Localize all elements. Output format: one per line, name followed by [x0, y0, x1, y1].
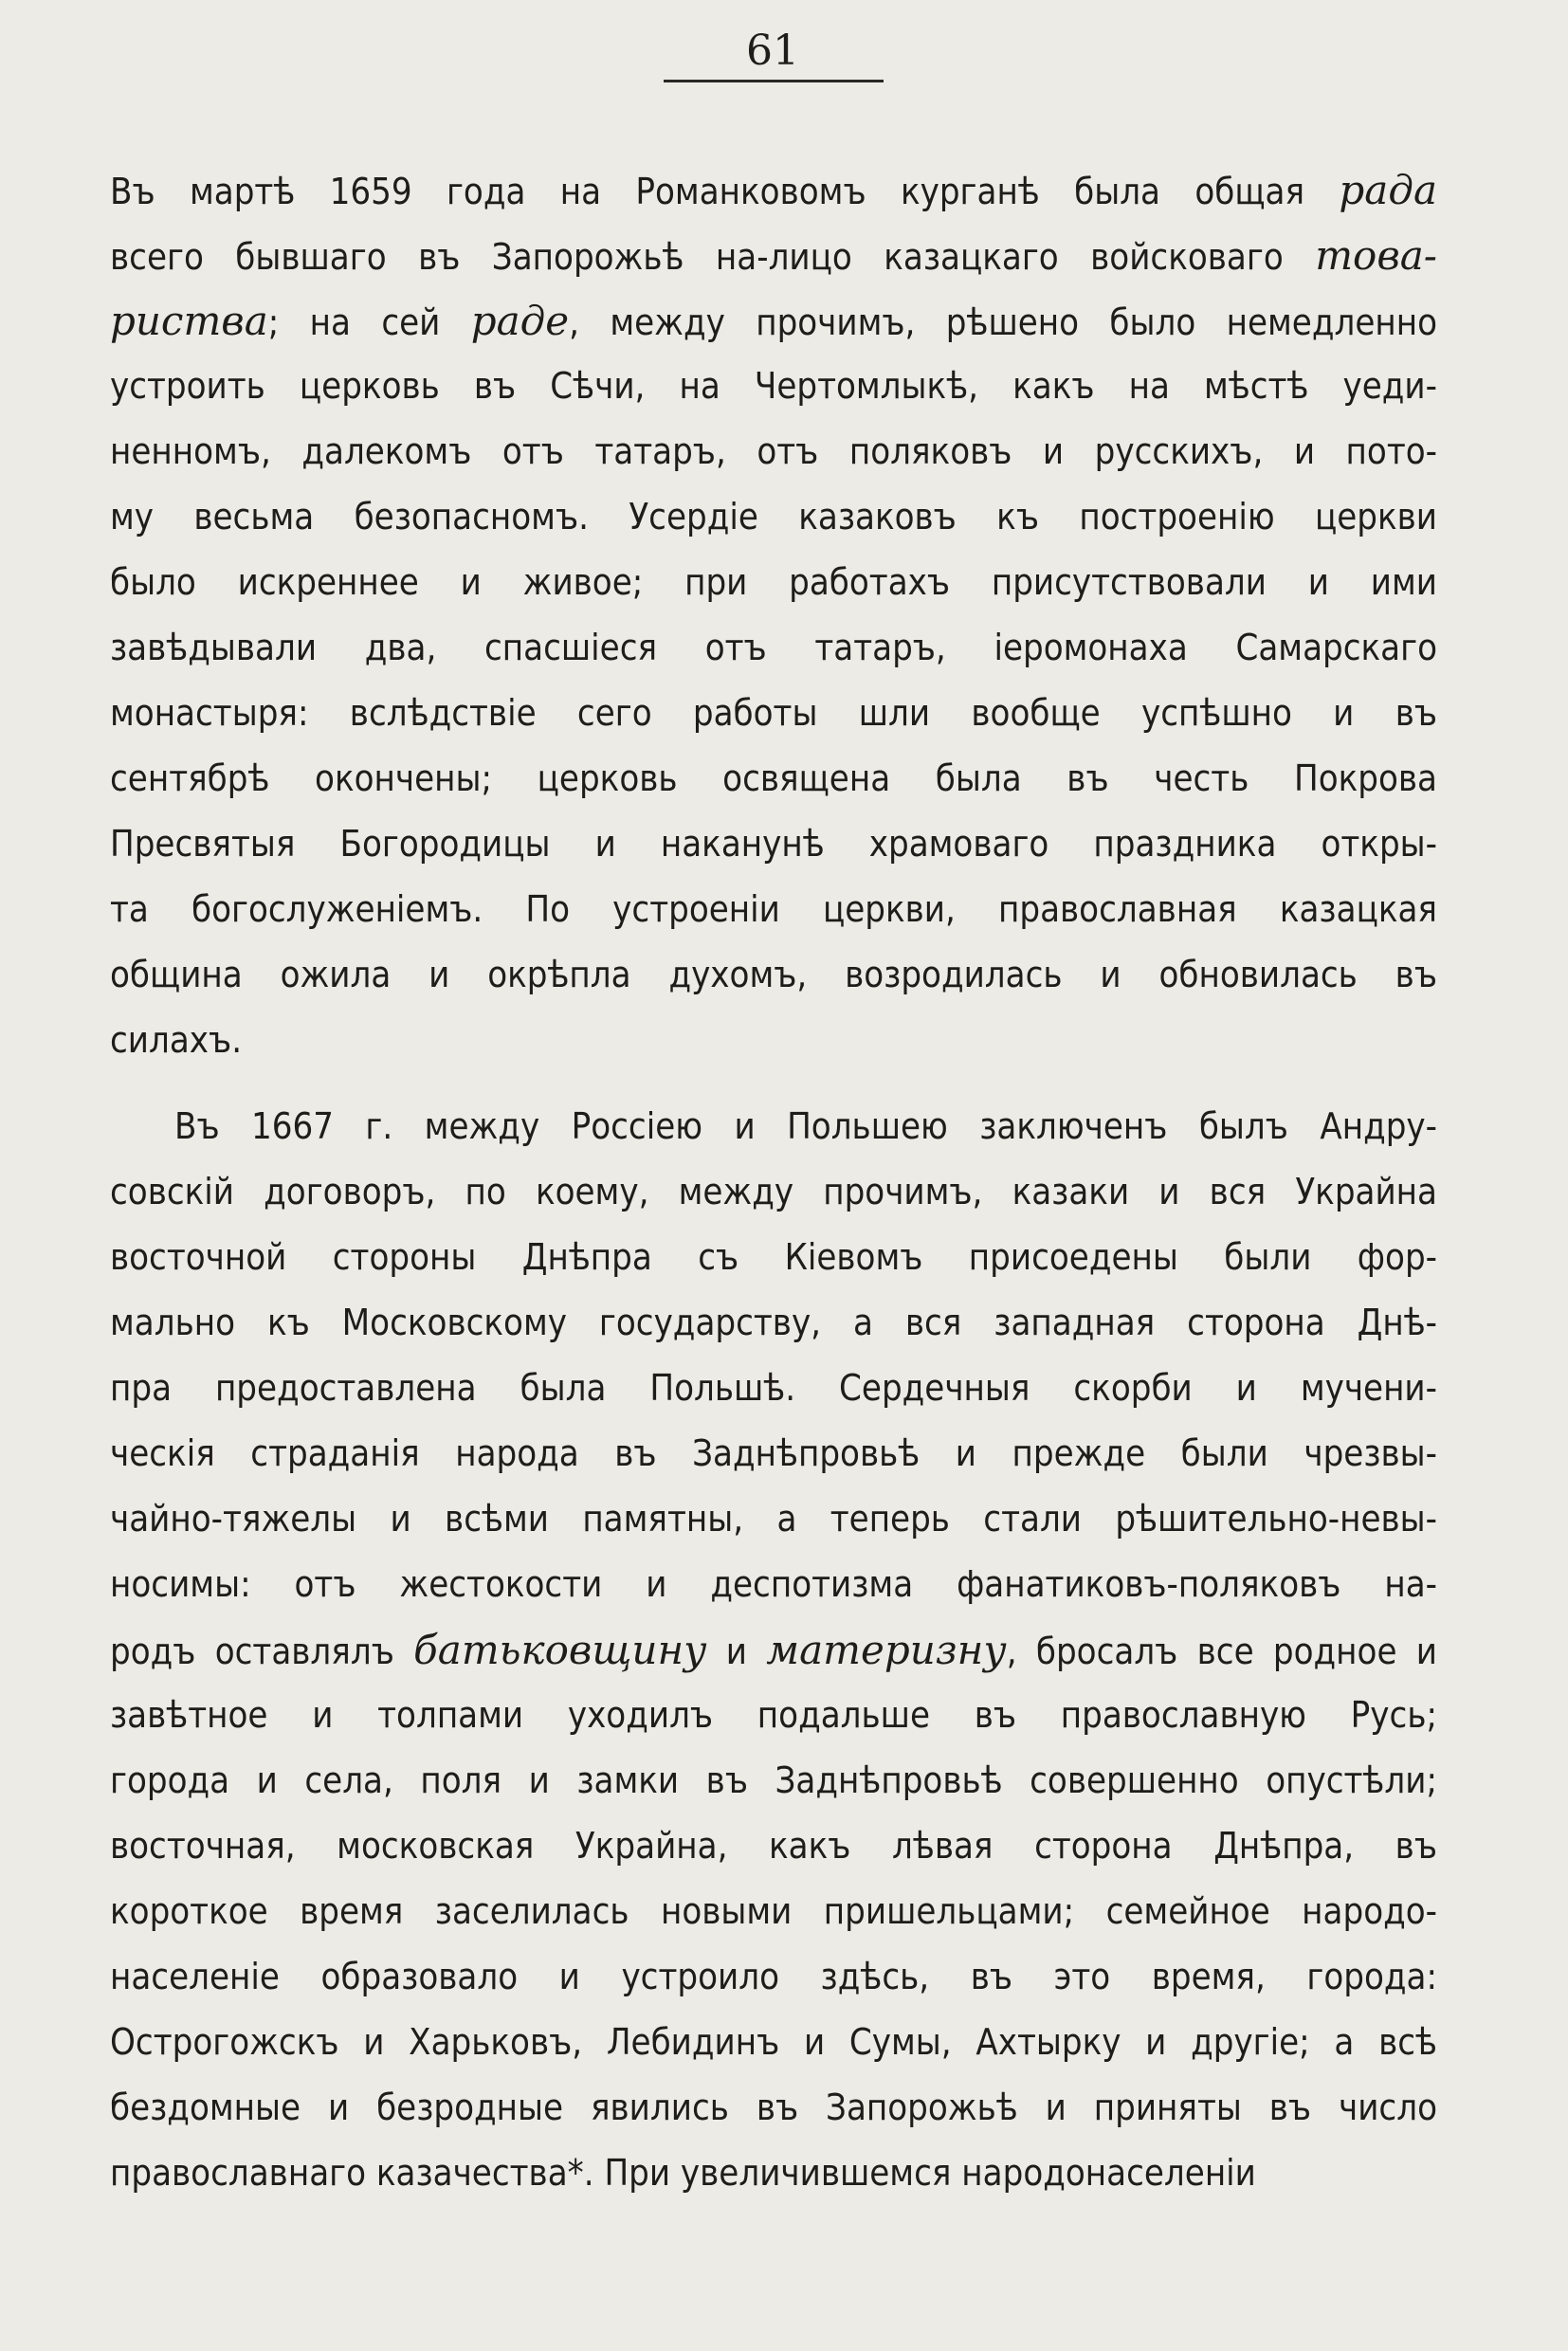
- text-run: Острогожскъ и Харьковъ, Лебидинъ и Сумы, Ахтырку и другіе; а всѣ: [110, 2021, 1437, 2063]
- text-line: [110, 1008, 1437, 1073]
- text-run: ненномъ, далекомъ отъ татаръ, отъ поляковъ и русскихъ, и пото-: [110, 430, 1437, 472]
- text-run: Пресвятыя Богородицы и наканунѣ храмоваго праздника откры-: [110, 823, 1437, 865]
- header-rule: [664, 80, 884, 82]
- text-line: [110, 1094, 1437, 1159]
- text-line: [110, 550, 1437, 615]
- paragraph: [110, 157, 1437, 1073]
- text-run: силахъ.: [110, 1019, 243, 1061]
- text-run: Въ 1667 г. между Россіею и Польшею заключенъ былъ Андру-: [174, 1105, 1437, 1147]
- text-run: му весьма безопасномъ. Усердіе казаковъ къ построенію церкви: [110, 496, 1437, 538]
- text-run: мально къ Московскому государству, а вся западная сторона Днѣ-: [110, 1302, 1437, 1343]
- italic-term: това-: [1315, 232, 1437, 279]
- text-run: восточная, московская Украйна, какъ лѣвая сторона Днѣпра, въ: [110, 1825, 1437, 1867]
- text-run: восточной стороны Днѣпра съ Кіевомъ присоедены были фор-: [110, 1236, 1437, 1278]
- text-run: завѣтное и толпами уходилъ подальше въ православную Русь;: [110, 1694, 1437, 1736]
- text-run: родъ оставлялъ: [110, 1631, 414, 1672]
- text-line: [110, 681, 1437, 746]
- text-line: [110, 1879, 1437, 1944]
- text-line: [110, 1356, 1437, 1421]
- text-line: [110, 2141, 1437, 2206]
- text-run: и: [706, 1631, 767, 1672]
- page-number: 61: [746, 27, 799, 75]
- text-run: ; на сей: [267, 301, 471, 343]
- paragraph: [110, 1094, 1437, 2206]
- italic-term: риства: [110, 298, 268, 344]
- text-line: [110, 1552, 1437, 1617]
- body-text: [110, 157, 1437, 2206]
- text-line: [110, 1290, 1437, 1356]
- text-run: бездомные и безродные явились въ Запорожьѣ и приняты въ число: [110, 2087, 1437, 2128]
- italic-term: рада: [1339, 167, 1437, 213]
- text-run: ческія страданія народа въ Заднѣпровьѣ и прежде были чрезвы-: [110, 1432, 1437, 1474]
- text-line: [110, 811, 1437, 877]
- text-run: населеніе образовало и устроило здѣсь, въ это время, города:: [110, 1956, 1437, 1997]
- text-line: [110, 354, 1437, 419]
- italic-term: раде: [470, 298, 570, 344]
- text-run: сентябрѣ окончены; церковь освящена была въ честь Покрова: [110, 757, 1437, 799]
- text-line: [110, 1748, 1437, 1813]
- text-line: [110, 2075, 1437, 2141]
- text-run: , между прочимъ, рѣшено было немедленно: [569, 301, 1437, 343]
- text-line: [110, 877, 1437, 942]
- text-line: [110, 615, 1437, 681]
- text-line: [110, 942, 1437, 1008]
- text-line: [110, 484, 1437, 550]
- text-run: носимы: отъ жестокости и деспотизма фанатиковъ-поляковъ на-: [110, 1563, 1437, 1605]
- text-run: чайно-тяжелы и всѣми памятны, а теперь стали рѣшительно-невы-: [110, 1498, 1437, 1540]
- text-run: устроить церковь въ Сѣчи, на Чертомлыкѣ, какъ на мѣстѣ уеди-: [110, 365, 1437, 407]
- text-run: было искреннее и живое; при работахъ присутствовали и ими: [110, 561, 1437, 603]
- text-line: [110, 1617, 1437, 1683]
- text-run: совскій договоръ, по коему, между прочимъ, казаки и вся Украйна: [110, 1171, 1437, 1212]
- text-line: [110, 746, 1437, 811]
- text-line: [110, 419, 1437, 484]
- text-line: [110, 1683, 1437, 1748]
- text-line: [110, 157, 1437, 223]
- text-line: [110, 1813, 1437, 1879]
- italic-term: батьковщину: [413, 1627, 707, 1673]
- text-run: православнаго казачества*. При увеличившемся народонаселеніи: [110, 2152, 1256, 2194]
- text-line: [110, 2010, 1437, 2075]
- text-run: та богослуженіемъ. По устроеніи церкви, православная казацкая: [110, 888, 1437, 930]
- text-line: [110, 1944, 1437, 2010]
- text-run: , бросалъ все родное и: [1006, 1631, 1437, 1672]
- text-run: завѣдывали два, спасшіеся отъ татаръ, іеромонаха Самарскаго: [110, 627, 1437, 668]
- italic-term: материзну: [766, 1627, 1007, 1673]
- text-run: община ожила и окрѣпла духомъ, возродилась и обновилась въ: [110, 954, 1437, 995]
- text-run: Въ мартѣ 1659 года на Романковомъ курганѣ была общая: [110, 171, 1340, 212]
- text-line: [110, 1159, 1437, 1225]
- text-run: монастыря: вслѣдствіе сего работы шли вообще успѣшно и въ: [110, 692, 1437, 734]
- text-line: [110, 223, 1437, 288]
- text-run: города и села, поля и замки въ Заднѣпровьѣ совершенно опустѣли;: [110, 1759, 1437, 1801]
- text-line: [110, 1225, 1437, 1290]
- text-line: [110, 288, 1437, 354]
- text-run: всего бывшаго въ Запорожьѣ на-лицо казацкаго войсковаго: [110, 236, 1316, 278]
- text-run: короткое время заселилась новыми пришельцами; семейное народо-: [110, 1890, 1437, 1932]
- text-run: пра предоставлена была Польшѣ. Сердечныя скорби и мучени-: [110, 1367, 1437, 1409]
- text-line: [110, 1486, 1437, 1552]
- text-line: [110, 1421, 1437, 1486]
